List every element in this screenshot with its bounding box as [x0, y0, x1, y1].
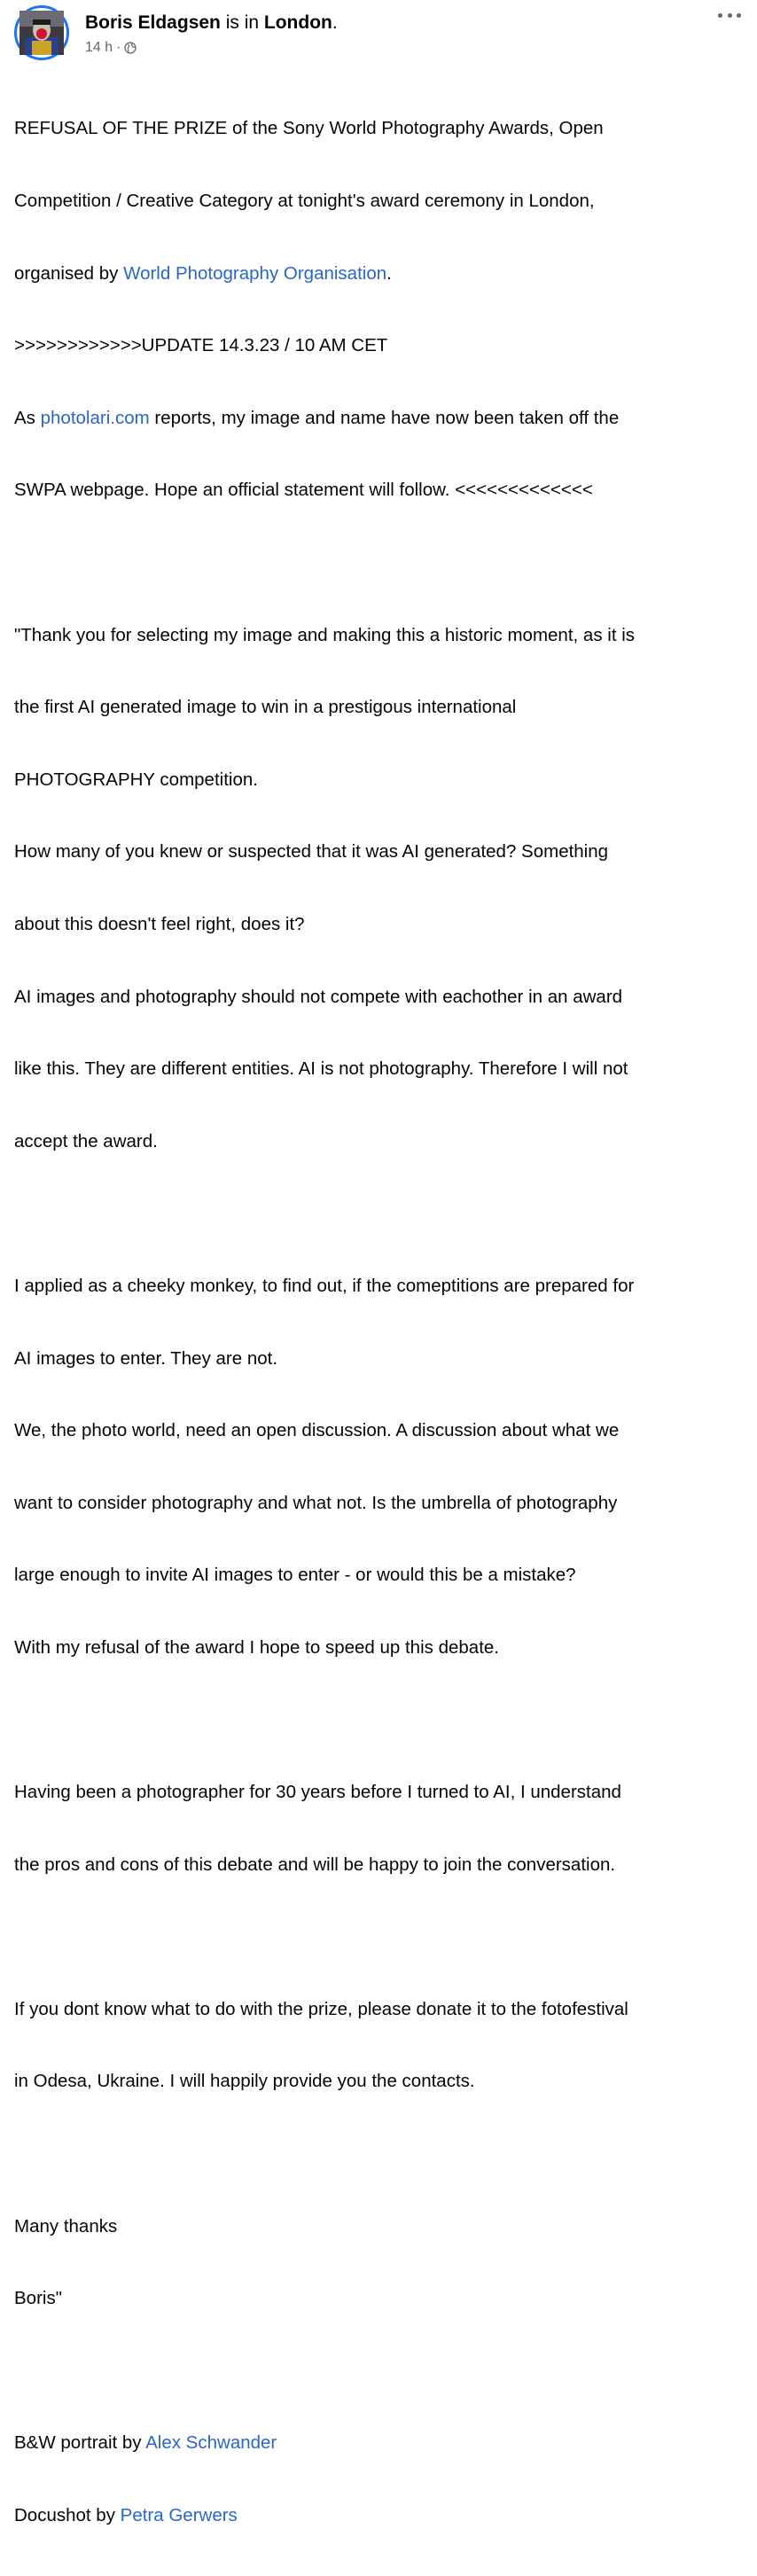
text-line: want to consider photography and what not. Is the umbrella of photography [14, 1492, 618, 1513]
author-line [85, 12, 338, 34]
text-line: SWPA webpage. Hope an official statement will follow. <<<<<<<<<<<<< [14, 480, 593, 501]
text-line: accept the award. [14, 1130, 158, 1151]
text-line: If you dont know what to do with the prize, please donate it to the fotofestival [14, 1998, 628, 2019]
text-line: AI images to enter. They are not. [14, 1347, 278, 1369]
text-line [14, 406, 743, 430]
text-fragment: B&W portrait by [14, 2432, 146, 2454]
blank-line [14, 2142, 743, 2166]
text-line [14, 262, 743, 285]
blank-line [14, 1201, 743, 1225]
text-line: in Odesa, Ukraine. I will happily provide you the contacts. [14, 2071, 475, 2092]
text-line: How many of you knew or suspected that it was AI generated? Something [14, 841, 609, 863]
text-line: like this. They are different entities. AI is not photography. Therefore I will not [14, 1058, 628, 1080]
avatar-photo-icon [20, 11, 64, 55]
blank-line [14, 1707, 743, 1731]
text-line: PHOTOGRAPHY competition. [14, 769, 258, 790]
is-in-text: is in [220, 12, 264, 33]
more-options-icon[interactable] [718, 9, 741, 21]
text-fragment: As [14, 407, 41, 428]
text-line: about this doesn't feel right, does it? [14, 913, 305, 934]
blank-line [14, 1924, 743, 1948]
blank-line [14, 550, 743, 574]
text-fragment: organised by [14, 262, 124, 284]
text-line: "Thank you for selecting my image and making this a historic moment, as it is [14, 624, 636, 645]
globe-icon[interactable] [124, 42, 137, 54]
link-petra-gerwers[interactable]: Petra Gerwers [120, 2505, 238, 2525]
author-name[interactable]: Boris Eldagsen [85, 12, 221, 33]
text-line: Many thanks [14, 2215, 118, 2236]
blank-line [14, 2359, 743, 2383]
text-line: the first AI generated image to win in a prestigous international [14, 697, 517, 718]
text-line: REFUSAL OF THE PRIZE of the Sony World Photography Awards, Open [14, 118, 604, 139]
link-world-photography-organisation[interactable]: World Photography Organisation [123, 262, 387, 284]
post-text [14, 68, 743, 2576]
text-line: large enough to invite AI images to enter - or would this be a mistake? [14, 1565, 576, 1586]
text-line: Having been a photographer for 30 years before I turned to AI, I understand [14, 1782, 621, 1803]
text-line: Competition / Creative Category at tonight's award ceremony in London, [14, 191, 595, 211]
more-dot-icon [718, 13, 722, 18]
text-line: AI images and photography should not compete with eachother in an award [14, 986, 623, 1007]
text-line [14, 2431, 743, 2455]
text-fragment: Docushot by [14, 2505, 121, 2525]
text-line: I applied as a cheeky monkey, to find out, if the comeptitions are prepared for [14, 1275, 635, 1296]
post-timestamp[interactable]: 14 h [85, 40, 113, 55]
more-dot-icon [737, 13, 741, 18]
text-line: Boris" [14, 2288, 62, 2309]
text-line: the pros and cons of this debate and will be happy to join the conversation. [14, 1854, 616, 1875]
more-dot-icon [728, 13, 732, 18]
post-meta [85, 39, 137, 57]
link-alex-schwander[interactable]: Alex Schwander [145, 2432, 277, 2454]
text-line: We, the photo world, need an open discussion. A discussion about what we [14, 1420, 620, 1441]
link-photolari[interactable]: photolari.com [40, 407, 150, 428]
meta-separator: · [116, 40, 121, 55]
location-suffix: . [332, 12, 338, 33]
text-line: >>>>>>>>>>>>UPDATE 14.3.23 / 10 AM CET [14, 335, 388, 356]
location-name[interactable]: London [263, 12, 332, 33]
text-line: With my refusal of the award I hope to speed up this debate. [14, 1636, 499, 1658]
text-fragment: reports, my image and name have now been taken off the [149, 407, 620, 428]
text-fragment: . [386, 262, 392, 284]
avatar[interactable] [14, 5, 69, 60]
text-line [14, 2503, 743, 2527]
post-header [14, 5, 741, 60]
